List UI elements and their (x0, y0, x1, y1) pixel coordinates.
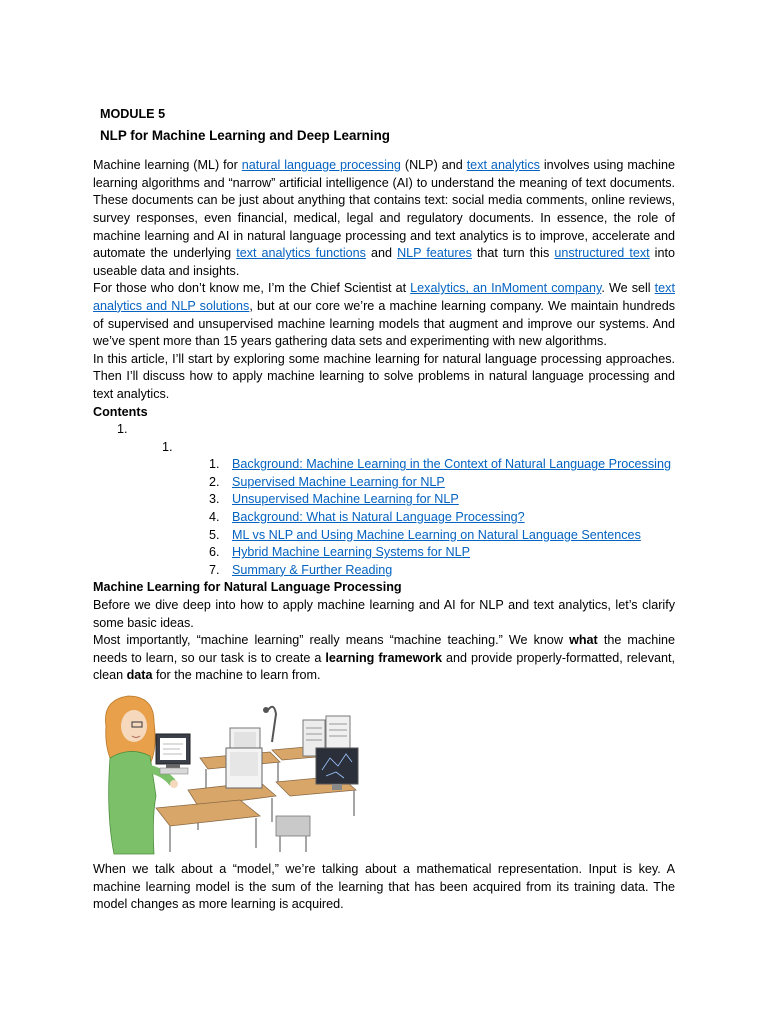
toc-number: 5. (209, 527, 220, 542)
link-nlp-features[interactable]: NLP features (397, 246, 472, 261)
intro-text-5: that turn this (471, 246, 555, 261)
outer-list-number-2 (93, 439, 675, 457)
toc-number: 6. (209, 545, 220, 560)
toc-link[interactable]: ML vs NLP and Using Machine Learning on Natural Language Sentences (232, 527, 641, 542)
link-text-analytics-functions[interactable]: text analytics functions (236, 246, 366, 261)
toc-item (93, 474, 675, 492)
teaching-text-2: the machine needs to learn, so our task is to create a (93, 633, 676, 665)
toc-item (93, 509, 675, 527)
document-title: NLP for Machine Learning and Deep Learning (100, 127, 390, 143)
teaching-text-1: Most importantly, “machine learning” really means “machine teaching.” We know (93, 633, 570, 648)
intro-text-2: (NLP) and (400, 158, 467, 173)
toc-link[interactable]: Supervised Machine Learning for NLP (232, 474, 445, 489)
model-paragraph: When we talk about a “model,” we’re talking about a mathematical representation. Input is key. A machine learning model is the sum of the learning that has been acquired from its training data. The model changes as more learning is acquired. (93, 862, 675, 912)
link-natural-language-processing[interactable]: natural language processing (241, 158, 401, 173)
machine-teaching-paragraph (93, 632, 675, 685)
toc-number: 7. (209, 562, 220, 577)
toc-number: 3. (209, 492, 220, 507)
toc-number: 2. (209, 474, 220, 489)
toc-link[interactable]: Summary & Further Reading (232, 562, 393, 577)
article-overview-paragraph: In this article, I’ll start by exploring some machine learning for natural language processing approaches. Then I’ll discuss how to apply machine learning to solve problems in natural language processing and text analytics. (93, 351, 675, 401)
author-text-3: , but at our core we’re a machine learning company. We maintain hundreds of supervised and unsupervised machine learning models that augment and improve our systems. And we’ve spent more than 15 years gathering data sets and experimenting with new algorithms. (93, 298, 675, 349)
intro-text-6: into useable data and insights. (93, 246, 675, 278)
basic-ideas-paragraph: Before we dive deep into how to apply machine learning and AI for NLP and text analytics, let’s clarify some basic ideas. (93, 598, 675, 630)
toc-item (93, 527, 675, 545)
outer-number-label: 1. (117, 422, 128, 437)
teaching-text-3: and provide properly-formatted, relevant, clean (93, 650, 675, 683)
link-text-analytics[interactable]: text analytics (466, 158, 540, 173)
author-text-2: . We sell (601, 281, 655, 296)
section-heading: Machine Learning for Natural Language Processing (93, 580, 402, 595)
teacher-figure (105, 696, 190, 854)
toc-link[interactable]: Unsupervised Machine Learning for NLP (232, 492, 459, 507)
toc-item (93, 562, 675, 580)
toc-number: 4. (209, 510, 220, 525)
link-unstructured-text[interactable]: unstructured text (554, 246, 650, 261)
contents-heading: Contents (93, 404, 148, 419)
author-paragraph (93, 280, 675, 350)
bold-data: data (126, 668, 153, 683)
toc-link[interactable]: Background: What is Natural Language Processing? (232, 510, 525, 525)
link-nlp-solutions[interactable]: text analytics and NLP solutions (93, 281, 675, 313)
toc-item (93, 491, 675, 509)
bold-learning-framework: learning framework (325, 650, 443, 665)
module-label: MODULE 5 (100, 107, 166, 121)
front-desk (156, 800, 310, 852)
classroom-illustration (100, 690, 390, 855)
intro-paragraph (93, 157, 675, 280)
link-lexalytics[interactable]: Lexalytics, an InMoment company (410, 281, 602, 296)
toc-link[interactable]: Hybrid Machine Learning Systems for NLP (232, 545, 470, 560)
intro-text-4: and (365, 246, 398, 261)
classroom-illustration-graphic (100, 690, 390, 855)
outer-list-number-1 (93, 421, 675, 439)
table-of-contents (93, 456, 675, 579)
author-text-1: For those who don’t know me, I’m the Chief Scientist at (93, 281, 411, 296)
toc-item (93, 544, 675, 562)
inner-number-label: 1. (162, 439, 173, 454)
intro-text-3: involves using machine learning algorithms and “narrow” artificial intelligence (AI) to understand the meaning of text documents. These documents can be just about anything that contains text: social media comments, online reviews, survey responses, even financial, medical, legal and regulatory documents. In essence, the role of machine learning and AI in natural language processing and text analytics is to improve, accelerate and automate the underlying (93, 158, 675, 261)
bold-what: what (569, 633, 598, 648)
intro-text-1: Machine learning (ML) for (93, 158, 242, 173)
teaching-text-4: for the machine to learn from. (152, 668, 321, 683)
toc-number: 1. (209, 457, 220, 472)
document-body (93, 106, 675, 914)
toc-item (93, 456, 675, 474)
toc-link[interactable]: Background: Machine Learning in the Context of Natural Language Processing (232, 457, 671, 472)
